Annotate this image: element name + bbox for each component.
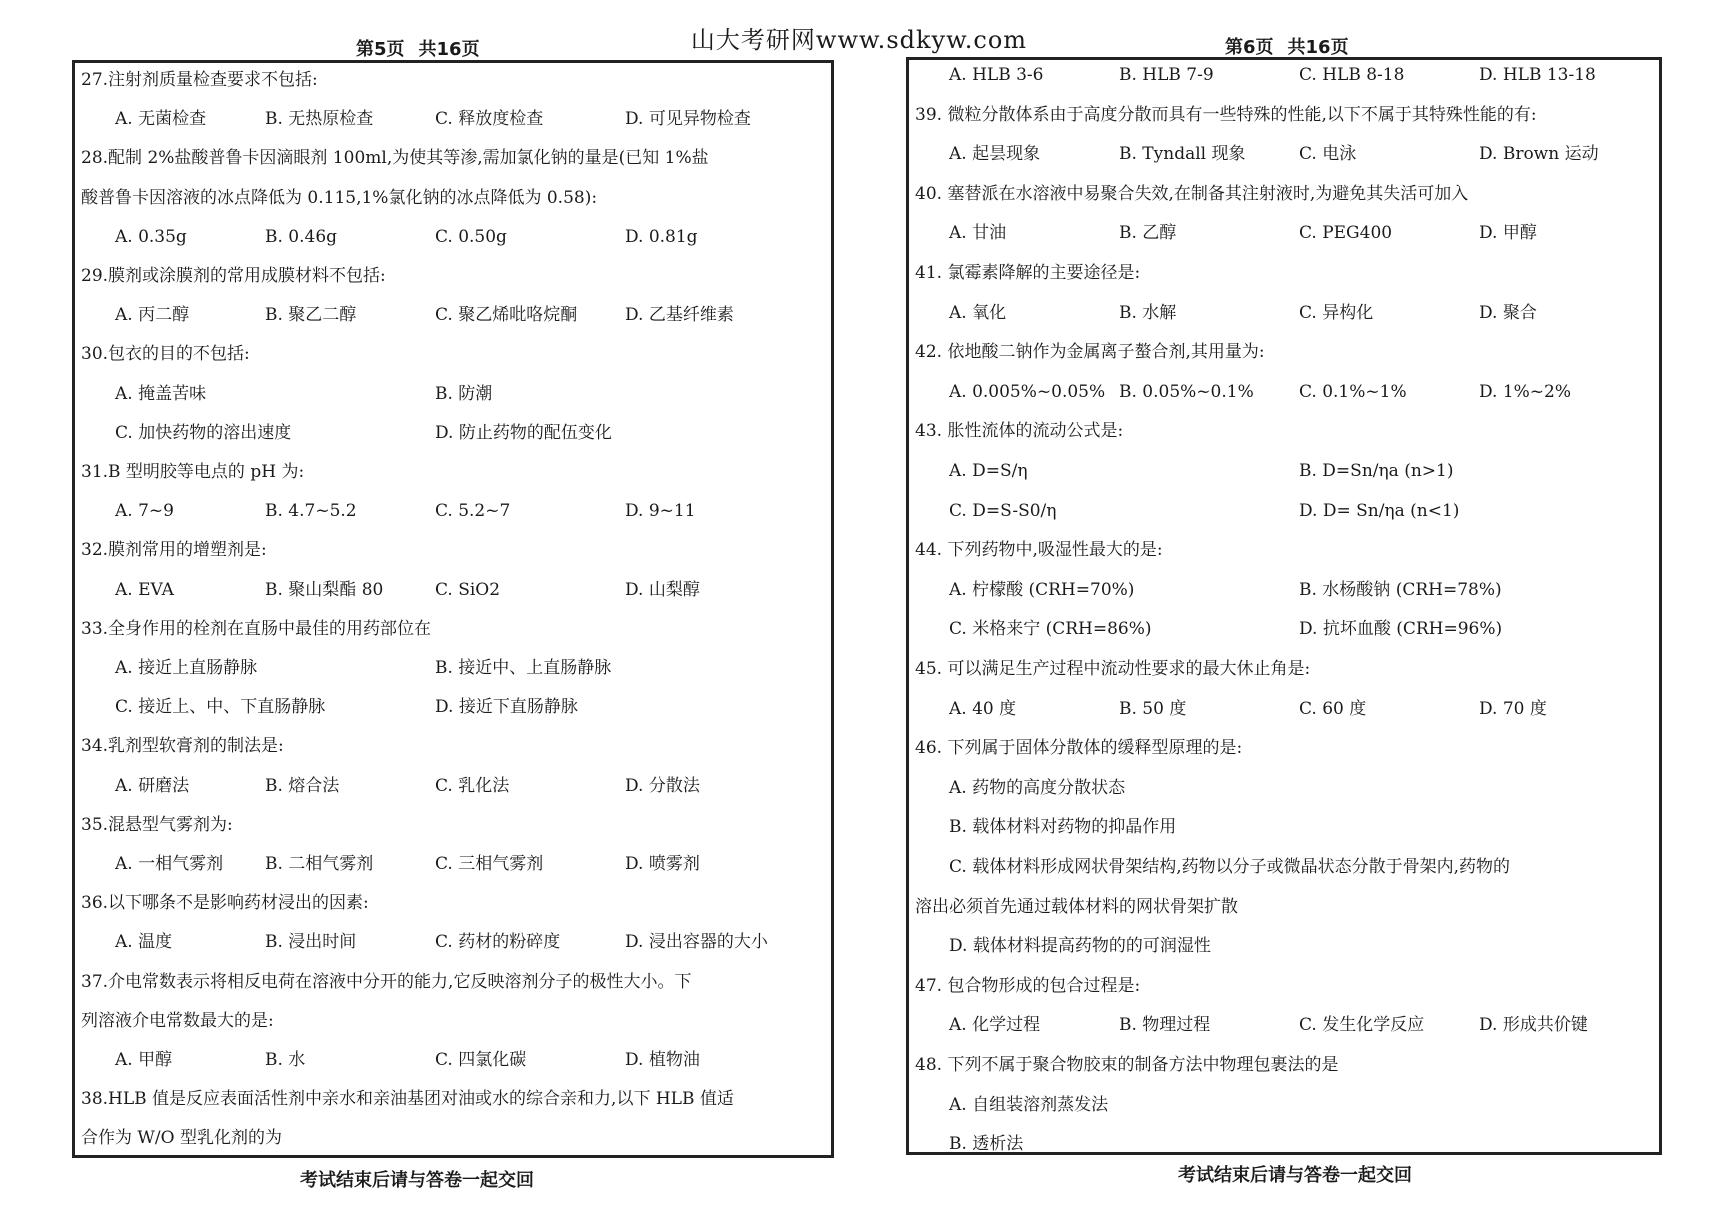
answer-option: C. 0.1%~1% [1299, 381, 1407, 402]
left-page-number: 第5页 [356, 39, 405, 60]
question-stem: 42. 依地酸二钠作为金属离子螯合剂,其用量为: [915, 342, 1265, 363]
question-stem: 47. 包合物形成的包合过程是: [915, 975, 1141, 996]
answer-option: A. 无菌检查 [115, 109, 207, 130]
answer-option: D. 浸出容器的大小 [625, 932, 768, 953]
answer-option: A. 接近上直肠静脉 [115, 658, 258, 678]
answer-option: B. 二相气雾剂 [265, 854, 374, 874]
answer-option: C. 药材的粉碎度 [435, 932, 561, 953]
answer-option: A. 自组装溶剂蒸发法 [949, 1094, 1109, 1115]
answer-option: C. 释放度检查 [435, 109, 544, 130]
answer-option: B. 接近中、上直肠静脉 [435, 658, 612, 678]
answer-option: A. 一相气雾剂 [115, 854, 224, 874]
answer-option: A. 起昙现象 [949, 144, 1041, 165]
answer-option: B. 0.05%~0.1% [1119, 381, 1254, 402]
answer-option: D. 植物油 [625, 1050, 700, 1070]
answer-option: A. 40 度 [949, 698, 1017, 719]
right-page-number: 第6页 [1225, 37, 1274, 58]
answer-option: D. 载体材料提高药物的的可润湿性 [949, 936, 1211, 957]
answer-option: A. D=S/η [949, 461, 1028, 481]
answer-option: B. 4.7~5.2 [265, 501, 357, 522]
answer-option: C. 乳化法 [435, 775, 510, 796]
answer-option: B. 防潮 [435, 383, 493, 404]
answer-option: A. 0.005%~0.05% [949, 381, 1106, 402]
answer-option: D. 接近下直肠静脉 [435, 697, 578, 718]
answer-option: C. 加快药物的溶出速度 [115, 422, 292, 443]
answer-option: A. 温度 [115, 932, 173, 953]
left-page-header [356, 35, 480, 61]
question-stem: 28.配制 2%盐酸普鲁卡因滴眼剂 100ml,为使其等渗,需加氯化钠的量是(已知 1%盐 [81, 148, 709, 169]
answer-option: B. 水 [265, 1050, 306, 1070]
question-stem: 酸普鲁卡因溶液的冰点降低为 0.115,1%氯化钠的冰点降低为 0.58): [81, 187, 598, 208]
answer-option: D. 聚合 [1479, 302, 1537, 323]
right-page-header [1225, 33, 1349, 59]
answer-option: B. 50 度 [1119, 698, 1187, 719]
answer-option: A. 7~9 [115, 501, 174, 522]
answer-option: D. 可见异物检查 [625, 109, 751, 130]
answer-option: A. 研磨法 [115, 775, 190, 796]
site-title: 山大考研网www.sdkyw.com [690, 26, 1028, 54]
answer-option: A. 甘油 [949, 223, 1007, 244]
answer-option: B. 浸出时间 [265, 932, 357, 953]
answer-option: B. 无热原检查 [265, 109, 374, 130]
question-stem: 48. 下列不属于聚合物胶束的制备方法中物理包裹法的是 [915, 1055, 1339, 1075]
right-page-frame [906, 57, 1662, 1155]
question-stem: 32.膜剂常用的增塑剂是: [81, 540, 267, 561]
answer-option: A. 药物的高度分散状态 [949, 777, 1126, 798]
answer-option: C. D=S-S0/η [949, 500, 1057, 521]
answer-option: C. 接近上、中、下直肠静脉 [115, 697, 326, 718]
right-page-total: 共16页 [1287, 37, 1349, 58]
question-stem: 44. 下列药物中,吸湿性最大的是: [915, 540, 1163, 561]
answer-option: B. HLB 7-9 [1119, 65, 1214, 85]
answer-option: C. PEG400 [1299, 223, 1393, 244]
answer-option: B. 聚山梨酯 80 [265, 579, 384, 600]
question-stem: 合作为 W/O 型乳化剂的为 [81, 1128, 282, 1149]
question-stem: 27.注射剂质量检查要求不包括: [81, 70, 318, 90]
answer-option: D. 山梨醇 [625, 579, 700, 600]
question-stem: 41. 氯霉素降解的主要途径是: [915, 263, 1141, 283]
answer-option: D. 抗坏血酸 (CRH=96%) [1299, 619, 1503, 640]
answer-option: A. 甲醇 [115, 1050, 173, 1070]
answer-option: B. 0.46g [265, 226, 338, 247]
answer-option: B. 乙醇 [1119, 223, 1177, 244]
question-stem: 39. 微粒分散体系由于高度分散而具有一些特殊的性能,以下不属于其特殊性能的有: [915, 104, 1537, 125]
answer-option: B. D=Sn/ηa (n>1) [1299, 461, 1454, 481]
answer-option: 溶出必须首先通过载体材料的网状骨架扩散 [915, 896, 1238, 917]
answer-option: D. 0.81g [625, 226, 698, 247]
answer-option: C. 发生化学反应 [1299, 1015, 1425, 1036]
right-page-footer: 考试结束后请与答卷一起交回 [1178, 1165, 1412, 1186]
question-stem: 45. 可以满足生产过程中流动性要求的最大休止角是: [915, 659, 1311, 679]
answer-option: C. 60 度 [1299, 698, 1367, 719]
answer-option: A. 柠檬酸 (CRH=70%) [949, 579, 1135, 600]
answer-option: C. 电泳 [1299, 144, 1357, 165]
answer-option: D. 70 度 [1479, 698, 1547, 719]
answer-option: B. 载体材料对药物的抑晶作用 [949, 817, 1177, 838]
left-page-total: 共16页 [418, 39, 480, 60]
answer-option: D. 形成共价键 [1479, 1015, 1588, 1036]
answer-option: D. 9~11 [625, 501, 696, 522]
answer-option: B. 透析法 [949, 1134, 1024, 1155]
answer-option: D. Brown 运动 [1479, 144, 1599, 165]
answer-option: C. HLB 8-18 [1299, 65, 1405, 85]
answer-option: C. 三相气雾剂 [435, 854, 544, 874]
question-stem: 列溶液介电常数最大的是: [81, 1010, 274, 1031]
answer-option: B. 水杨酸钠 (CRH=78%) [1299, 579, 1502, 600]
question-stem: 35.混悬型气雾剂为: [81, 814, 233, 835]
question-stem: 40. 塞替派在水溶液中易聚合失效,在制备其注射液时,为避免其失活可加入 [915, 183, 1469, 204]
answer-option: C. 异构化 [1299, 302, 1374, 323]
answer-option: C. 5.2~7 [435, 501, 511, 522]
question-stem: 43. 胀性流体的流动公式是: [915, 421, 1124, 442]
answer-option: C. 聚乙烯吡咯烷酮 [435, 305, 578, 326]
question-stem: 30.包衣的目的不包括: [81, 344, 250, 365]
answer-option: D. 喷雾剂 [625, 854, 700, 874]
answer-option: D. 分散法 [625, 775, 700, 796]
answer-option: B. 物理过程 [1119, 1015, 1211, 1036]
answer-option: A. 0.35g [115, 226, 187, 247]
question-stem: 33.全身作用的栓剂在直肠中最佳的用药部位在 [81, 618, 432, 639]
question-stem: 46. 下列属于固体分散体的缓释型原理的是: [915, 738, 1243, 759]
answer-option: D. 1%~2% [1479, 381, 1572, 402]
answer-option: A. 丙二醇 [115, 305, 190, 326]
question-stem: 29.膜剂或涂膜剂的常用成膜材料不包括: [81, 266, 386, 286]
answer-option: C. 载体材料形成网状骨架结构,药物以分子或微晶状态分散于骨架内,药物的 [949, 857, 1511, 877]
answer-option: B. 熔合法 [265, 775, 340, 796]
answer-option: A. 掩盖苦味 [115, 383, 207, 404]
question-stem: 38.HLB 值是反应表面活性剂中亲水和亲油基团对油或水的综合亲和力,以下 HLB 值适 [81, 1089, 734, 1110]
left-page-frame [72, 60, 834, 1158]
answer-option: B. Tyndall 现象 [1119, 144, 1246, 165]
question-stem: 36.以下哪条不是影响药材浸出的因素: [81, 893, 369, 914]
answer-option: A. 氧化 [949, 302, 1007, 323]
answer-option: C. 四氯化碳 [435, 1050, 527, 1070]
answer-option: C. 0.50g [435, 226, 507, 247]
question-stem: 31.B 型明胶等电点的 pH 为: [81, 462, 305, 482]
answer-option: D. 乙基纤维素 [625, 305, 734, 326]
answer-option: A. EVA [115, 579, 174, 600]
answer-option: B. 聚乙二醇 [265, 305, 357, 326]
answer-option: D. 甲醇 [1479, 223, 1537, 244]
answer-option: D. D= Sn/ηa (n<1) [1299, 500, 1460, 521]
question-stem: 34.乳剂型软膏剂的制法是: [81, 736, 284, 757]
answer-option: C. SiO2 [435, 579, 501, 600]
answer-option: C. 米格来宁 (CRH=86%) [949, 619, 1152, 640]
answer-option: D. 防止药物的配伍变化 [435, 422, 612, 443]
left-page-footer: 考试结束后请与答卷一起交回 [300, 1170, 534, 1191]
answer-option: A. 化学过程 [949, 1015, 1041, 1036]
answer-option: A. HLB 3-6 [949, 65, 1044, 85]
question-stem: 37.介电常数表示将相反电荷在溶液中分开的能力,它反映溶剂分子的极性大小。下 [81, 971, 692, 992]
answer-option: B. 水解 [1119, 302, 1177, 323]
answer-option: D. HLB 13-18 [1479, 65, 1596, 85]
